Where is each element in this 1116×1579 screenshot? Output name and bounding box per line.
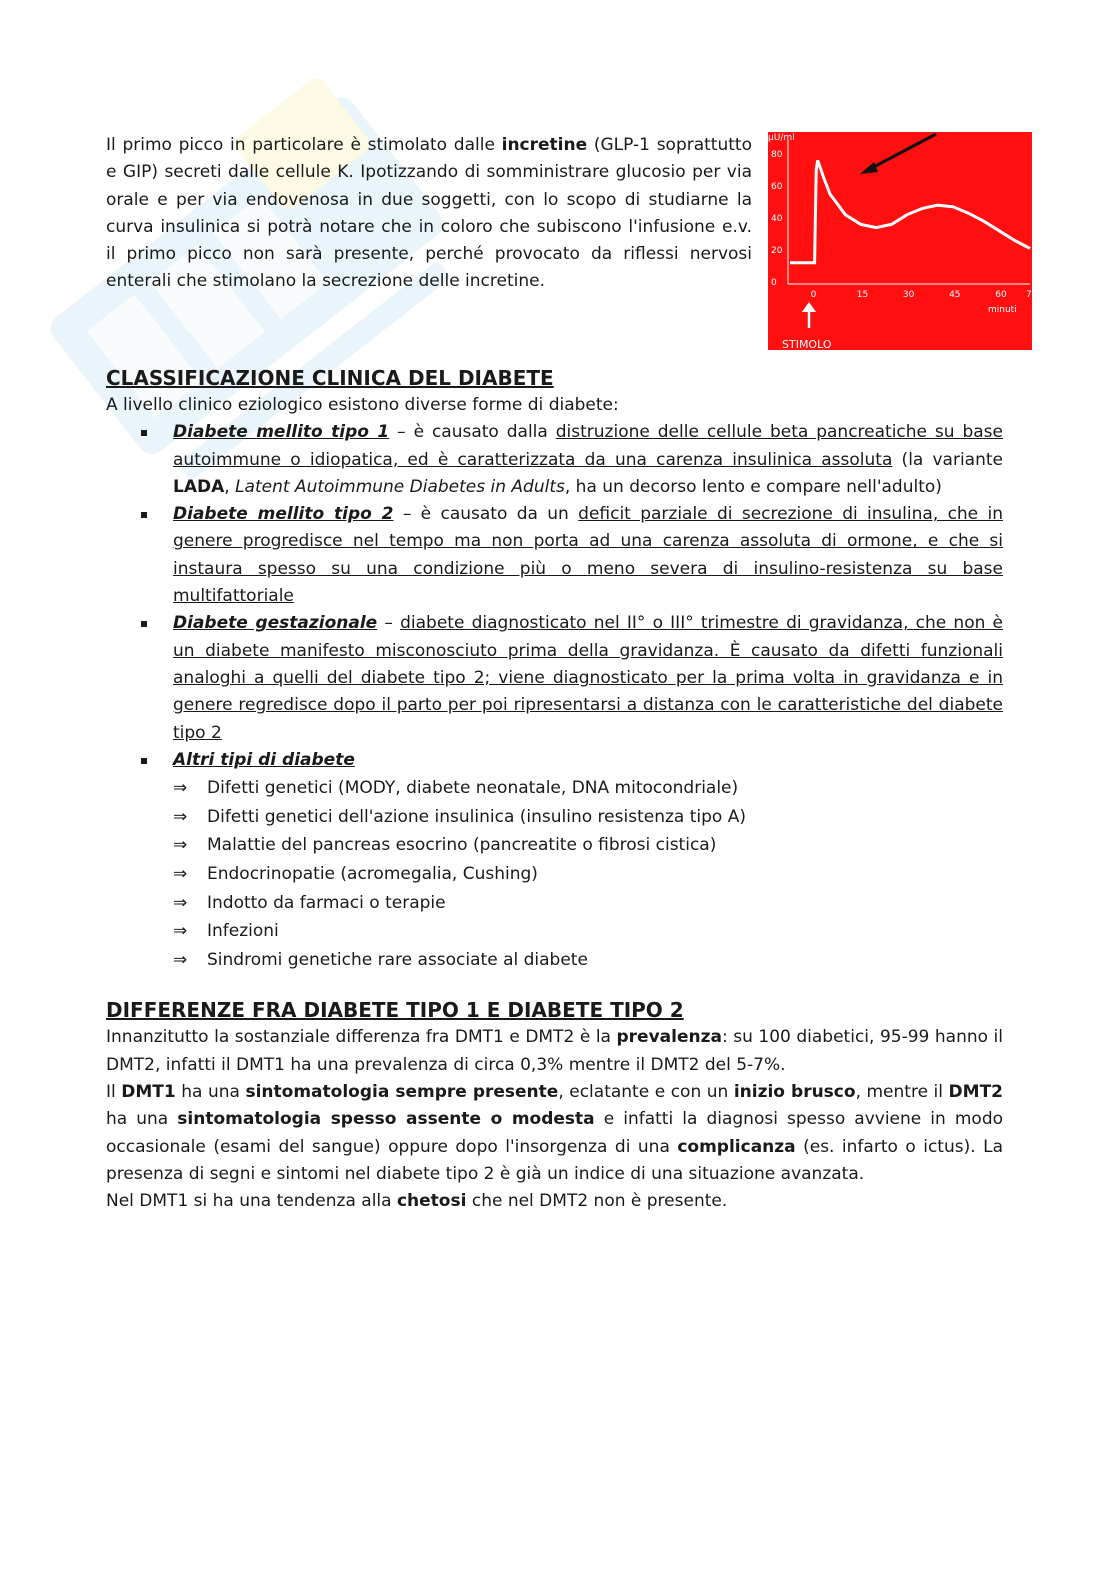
implies-arrow-icon: ⇒ bbox=[173, 835, 188, 856]
term-tipo-2: Diabete mellito tipo 2 bbox=[173, 504, 394, 525]
chart-y-tick-label: 0 bbox=[771, 278, 777, 288]
other-type-text: Difetti genetici dell'azione insulinica (insulino resistenza tipo A) bbox=[207, 806, 746, 827]
type-1-item bbox=[106, 419, 1003, 501]
implies-arrow-icon: ⇒ bbox=[173, 949, 188, 970]
other-type-text: Endocrinopatie (acromegalia, Cushing) bbox=[207, 863, 538, 884]
list-item bbox=[173, 774, 1003, 803]
type-1-lada: LADA bbox=[173, 476, 225, 497]
differences-paragraph-2 bbox=[106, 1079, 1003, 1188]
list-item bbox=[173, 831, 1003, 860]
list-item bbox=[173, 803, 1003, 832]
chart-background bbox=[768, 132, 1032, 350]
differences-paragraph-1 bbox=[106, 1024, 1003, 1079]
p1-text-a: Innanzitutto la sostanziale differenza fra DMT1 e DMT2 è la bbox=[106, 1027, 617, 1048]
other-types-list bbox=[106, 774, 1003, 974]
chart-y-tick-label: 20 bbox=[771, 246, 783, 256]
document-content bbox=[106, 132, 1032, 1215]
section-title-classificazione: CLASSIFICAZIONE CLINICA DEL DIABETE bbox=[106, 366, 554, 390]
p2-text-c: ha una bbox=[175, 1081, 246, 1102]
chart-x-tick-label: 45 bbox=[949, 290, 961, 300]
p2-bold-inizio-brusco: inizio brusco bbox=[733, 1081, 856, 1102]
chart-y-tick-label: 40 bbox=[771, 214, 783, 224]
bullet-square bbox=[141, 512, 147, 518]
p2-text-d: , eclatante e con un bbox=[558, 1081, 734, 1102]
gestational-underlined: diabete diagnosticato nel II° o III° trimestre di gravidanza, che non è un diabete manifesto misconosciuto prima della gravidanza. È causato da difetti funzionali analoghi a quelli del diabete tipo 2; viene diagnosticato per la prima volta in gravidanza e in genere regredisce dopo il parto per poi ripresentarsi a distanza con le caratteristiche del diabete tipo 2 bbox=[173, 613, 1004, 743]
p3-text-a: Nel DMT1 si ha una tendenza alla bbox=[106, 1191, 397, 1212]
type-1-lada-expansion: Latent Autoimmune Diabetes in Adults bbox=[235, 476, 565, 497]
p2-text-e: , mentre il bbox=[855, 1081, 949, 1102]
intro-text-1: Il primo picco in particolare è stimolato dalle bbox=[106, 135, 502, 155]
p1-text-c: : su 100 diabetici, 95-99 hanno il DMT2, infatti il DMT1 ha una prevalenza di circa 0,3% mentre il DMT2 del 5-7%. bbox=[106, 1027, 1003, 1075]
p1-bold-prevalenza: prevalenza bbox=[616, 1027, 722, 1048]
p2-text-a: Il bbox=[106, 1081, 122, 1102]
implies-arrow-icon: ⇒ bbox=[173, 892, 188, 913]
insulin-curve-chart bbox=[768, 132, 1032, 350]
type-1-rest-1: (la variante bbox=[892, 449, 1004, 470]
p2-bold-dmt1: DMT1 bbox=[121, 1081, 176, 1102]
bullet-square bbox=[141, 621, 147, 627]
type-2-item bbox=[106, 501, 1003, 610]
type-1-sep: – è causato dalla bbox=[389, 422, 556, 443]
bullet-square bbox=[141, 758, 147, 764]
section-title-differenze: DIFFERENZE FRA DIABETE TIPO 1 E DIABETE TIPO 2 bbox=[106, 998, 684, 1023]
chart-y-axis-label: µU/ml bbox=[768, 133, 795, 143]
implies-arrow-icon: ⇒ bbox=[173, 921, 188, 942]
p2-text-g: e infatti la diagnosi spesso avviene in modo occasionale (esami del sangue) oppure dopo l'insorgenza di una bbox=[106, 1109, 1004, 1157]
other-types-item bbox=[106, 747, 1003, 774]
type-1-rest-2: , bbox=[224, 476, 236, 497]
chart-x-tick-label: 15 bbox=[856, 290, 869, 300]
other-type-text: Indotto da farmaci o terapie bbox=[207, 892, 446, 913]
implies-arrow-icon: ⇒ bbox=[173, 806, 188, 827]
p3-text-c: che nel DMT2 non è presente. bbox=[466, 1191, 728, 1212]
chart-x-tick-label: 7 bbox=[1026, 290, 1032, 300]
chart-x-tick-label: 60 bbox=[995, 290, 1007, 300]
p2-bold-sempre-presente: sintomatologia sempre presente bbox=[245, 1081, 559, 1102]
diabetes-types-list bbox=[106, 419, 1003, 774]
chart-annotation-stimolo: STIMOLO bbox=[782, 338, 832, 350]
intro-block bbox=[106, 132, 1032, 352]
list-item bbox=[173, 860, 1003, 889]
p2-bold-spesso-assente: sintomatologia spesso assente o modesta bbox=[177, 1109, 595, 1130]
term-tipo-1: Diabete mellito tipo 1 bbox=[173, 422, 390, 443]
gestational-item bbox=[106, 610, 1003, 746]
intro-paragraph bbox=[106, 132, 752, 296]
section1-lead: A livello clinico eziologico esistono diverse forme di diabete: bbox=[106, 395, 619, 415]
p2-bold-complicanza: complicanza bbox=[677, 1136, 796, 1157]
list-item bbox=[173, 946, 1003, 975]
list-item bbox=[173, 917, 1003, 946]
implies-arrow-icon: ⇒ bbox=[173, 863, 188, 884]
p2-bold-dmt2: DMT2 bbox=[948, 1081, 1003, 1102]
p2-text-h: (es. infarto o ictus). La presenza di segni e sintomi nel diabete tipo 2 è già un indice di una situazione avanzata. bbox=[106, 1136, 1003, 1184]
bullet-square bbox=[141, 430, 147, 436]
other-type-text: Sindromi genetiche rare associate al diabete bbox=[207, 949, 588, 970]
intro-text-2: (GLP-1 soprattutto e GIP) secreti dalle cellule K. Ipotizzando di somministrare glucosio per via orale e per via endovenosa in due soggetti, con lo scopo di studiarne la curva insulinica si potrà notare che in coloro che subiscono l'infusione e.v. il primo picco non sarà presente, perché provocato da riflessi nervosi enterali che stimolano la secrezione delle incretine. bbox=[106, 135, 752, 292]
gestational-sep: – bbox=[377, 613, 401, 634]
type-1-rest-3: , ha un decorso lento e compare nell'adulto) bbox=[564, 476, 942, 497]
p3-bold-chetosi: chetosi bbox=[396, 1191, 467, 1212]
type-2-underlined: deficit parziale di secrezione di insulina, che in genere progredisce nel tempo ma non porta ad una carenza assoluta di ormone, e che si instaura spesso su una condizione più o meno severa di insulino-resistenza su base multifattoriale bbox=[173, 504, 1003, 607]
type-1-underlined: distruzione delle cellule beta pancreatiche su base autoimmune o idiopatica, ed è caratterizzata da una carenza insulinica assoluta bbox=[173, 422, 1003, 470]
term-altri-tipi: Altri tipi di diabete bbox=[173, 749, 355, 770]
chart-x-tick-label: 0 bbox=[810, 290, 817, 300]
chart-y-tick-label: 80 bbox=[771, 150, 783, 160]
list-item bbox=[173, 889, 1003, 918]
term-gestazionale: Diabete gestazionale bbox=[173, 613, 378, 634]
p2-text-f: ha una bbox=[106, 1109, 178, 1130]
implies-arrow-icon: ⇒ bbox=[173, 778, 188, 799]
intro-bold-incretine: incretine bbox=[501, 135, 588, 155]
chart-y-tick-label: 60 bbox=[771, 182, 783, 192]
other-type-text: Malattie del pancreas esocrino (pancreatite o fibrosi cistica) bbox=[207, 835, 717, 856]
chart-x-tick-label: 30 bbox=[902, 290, 915, 300]
type-2-sep: – è causato da un bbox=[393, 504, 579, 525]
other-type-text: Difetti genetici (MODY, diabete neonatale, DNA mitocondriale) bbox=[207, 778, 739, 799]
other-type-text: Infezioni bbox=[207, 921, 279, 942]
differences-paragraph-3 bbox=[106, 1188, 1003, 1215]
chart-x-axis-label: minuti bbox=[988, 305, 1017, 315]
